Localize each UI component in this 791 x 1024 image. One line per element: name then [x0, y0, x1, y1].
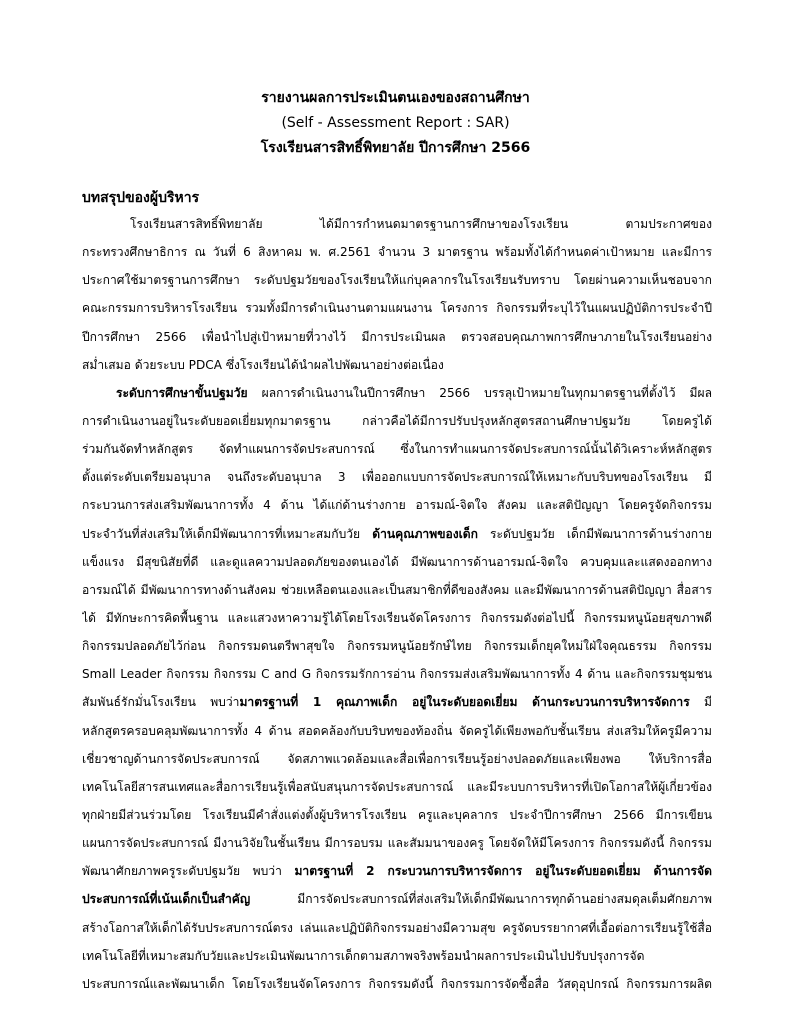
- standard-1-result: มาตรฐานที่ 1 คุณภาพเด็ก อยู่ในระดับยอดเยี่ยม ด้านกระบวนการบริหารจัดการ: [239, 695, 690, 710]
- text-segment: พัฒนาศักยภาพครูระดับปฐมวัย พบว่า: [82, 864, 282, 879]
- document-title-block: [0, 86, 791, 161]
- level-heading: ระดับการศึกษาขั้นปฐมวัย: [116, 385, 248, 400]
- text-line: การดำเนินงานอยู่ในระดับยอดเยี่ยมทุกมาตรฐาน กล่าวคือได้มีการปรับปรุงหลักสูตรสถานศึกษาปฐมวัย โดยครูได้: [82, 413, 712, 428]
- text-line: [82, 520, 712, 548]
- text-segment: ระดับปฐมวัย เด็กมีพัฒนาการด้านร่างกาย: [490, 526, 712, 541]
- text-line: กิจกรรมปลอดภัยไว้ก่อน กิจกรรมดนตรีพาสุขใจ กิจกรรมหนูน้อยรักษ์ไทย กิจกรรมเด็กยุคใหม่ใฝ่ใจคุณธรรม กิจกรรม: [82, 639, 712, 654]
- text-line: ทุกฝ่ายมีส่วนร่วมโดย โรงเรียนมีคำสั่งแต่งตั้งผู้บริหารโรงเรียน ครูและบุคลากร ประจำปีการศึกษา 2566 มีการเขียน: [82, 807, 712, 822]
- school-year-title: โรงเรียนสารสิทธิ์พิทยาลัย ปีการศึกษา 2566: [260, 140, 531, 156]
- report-title: รายงานผลการประเมินตนเองของสถานศึกษา: [261, 90, 530, 106]
- text-line: [82, 379, 712, 407]
- text-segment: มีการจัดประสบการณ์ที่ส่งเสริมให้เด็กมีพัฒนาการทุกด้านอย่างสมดุลเต็มศักยภาพ: [297, 892, 712, 907]
- text-line: สร้างโอกาสให้เด็กได้รับประสบการณ์ตรง เล่นและปฏิบัติกิจกรรมอย่างมีความสุข ครูจัดบรรยากาศที่เอื้อต่อการเรียนรู้ใช้สื่อ: [82, 920, 712, 935]
- text-line: Small Leader กิจกรรม กิจกรรม C and G กิจกรรมรักการอ่าน กิจกรรมส่งเสริมพัฒนาการทั้ง 4 ด้าน และกิจกรรมชุมชน: [82, 667, 712, 682]
- text-line: ประสบการณ์และพัฒนาเด็ก โดยโรงเรียนจัดโครงการ กิจกรรมดังนี้ กิจกรรมการจัดซื้อสื่อ วัสดุอุปกรณ์ กิจกรรมการผลิต: [82, 976, 712, 991]
- child-centered-heading: ประสบการณ์ที่เน้นเด็กเป็นสำคัญ: [82, 892, 251, 907]
- text-line: อารมณ์ได้ มีพัฒนาการทางด้านสังคม ช่วยเหลือตนเองและเป็นสมาชิกที่ดีของสังคม และมีพัฒนาการด้านสติปัญญา สื่อสาร: [82, 582, 712, 597]
- text-segment: ผลการดำเนินงานในปีการศึกษา 2566 บรรลุเป้าหมายในทุกมาตรฐานที่ตั้งไว้ มีผล: [261, 385, 712, 400]
- text-line: หลักสูตรครอบคลุมพัฒนาการทั้ง 4 ด้าน สอดคล้องกับบริบทของท้องถิ่น จัดครูได้เพียงพอกับชั้นเรียน ส่งเสริมให้ครูมีความ: [82, 723, 712, 738]
- text-line: กระบวนการส่งเสริมพัฒนาการทั้ง 4 ด้าน ได้แก่ด้านร่างกาย อารมณ์-จิตใจ สังคม และสติปัญญา โดยครูจัดกิจกรรม: [82, 498, 712, 513]
- text-line: ได้ มีทักษะการคิดพื้นฐาน และแสวงหาความรู้ได้โดยโรงเรียนจัดโครงการ กิจกรรมดังต่อไปนี้ กิจกรรมหนูน้อยสุขภาพดี: [82, 610, 712, 625]
- text-line: แข็งแรง มีสุขนิสัยที่ดี และดูแลความปลอดภัยของตนเองได้ มีพัฒนาการด้านอารมณ์-จิตใจ ควบคุมและแสดงออกทาง: [82, 554, 712, 569]
- text-line: เทคโนโลยีที่เหมาะสมกับวัยและประเมินพัฒนาการเด็กตามสภาพจริงพร้อมนำผลการประเมินไปปรับปรุงการจัด: [82, 948, 645, 963]
- text-line: [82, 885, 712, 913]
- text-line: แผนการจัดประสบการณ์ มีงานวิจัยในชั้นเรียน มีการอบรม และสัมมนาของครู โดยจัดให้มีโครงการ กิจกรรมดังนี้ กิจกรรม: [82, 836, 712, 851]
- text-line: คณะกรรมการบริหารโรงเรียน รวมทั้งมีการดำเนินงานตามแผนงาน โครงการ กิจกรรมที่ระบุไว้ในแผนปฏิบัติการประจำปี: [82, 301, 712, 316]
- text-line: ประกาศใช้มาตรฐานการศึกษา ระดับปฐมวัยของโรงเรียนให้แก่บุคลากรในโรงเรียนรับทราบ โดยผ่านความเห็นชอบจาก: [82, 273, 712, 288]
- text-line: เทคโนโลยีสารสนเทศและสื่อการเรียนรู้เพื่อสนับสนุนการจัดประสบการณ์ และมีระบบการบริหารที่เปิดโอกาสให้ผู้เกี่ยวข้อง: [82, 779, 712, 794]
- text-segment: มี: [704, 695, 712, 710]
- text-line: ร่วมกันจัดทำหลักสูตร จัดทำแผนการจัดประสบการณ์ ซึ่งในการทำแผนการจัดประสบการณ์นั้นได้วิเคราะห์หลักสูตร: [82, 442, 712, 457]
- text-line: โรงเรียนสารสิทธิ์พิทยาลัย ได้มีการกำหนดมาตรฐานการศึกษาของโรงเรียน ตามประกาศของ: [130, 217, 712, 231]
- body-text: [82, 210, 712, 998]
- text-line: ตั้งแต่ระดับเตรียมอนุบาล จนถึงระดับอนุบาล 3 เพื่อออกแบบการจัดประสบการณ์ให้เหมาะกับบริบทของโรงเรียน มี: [82, 470, 712, 485]
- text-line: ปีการศึกษา 2566 เพื่อนำไปสู่เป้าหมายที่วางไว้ มีการประเมินผล ตรวจสอบคุณภาพการศึกษาภายในโรงเรียนอย่าง: [82, 329, 712, 344]
- text-line: [82, 688, 712, 716]
- text-line: [82, 857, 712, 885]
- text-line: เชี่ยวชาญด้านการจัดประสบการณ์ จัดสภาพแวดล้อมและสื่อเพื่อการเรียนรู้อย่างปลอดภัยและเพียงพอ ให้บริการสื่อ: [82, 751, 712, 766]
- text-line: กระทรวงศึกษาธิการ ณ วันที่ 6 สิงหาคม พ. ศ.2561 จำนวน 3 มาตรฐาน พร้อมทั้งได้กำหนดค่าเป้าหมาย และมีการ: [82, 245, 712, 260]
- section-heading: บทสรุปของผู้บริหาร: [82, 190, 200, 206]
- text-segment: ประจำวันที่ส่งเสริมให้เด็กมีพัฒนาการที่เหมาะสมกับวัย: [82, 526, 361, 541]
- report-subtitle: (Self - Assessment Report : SAR): [281, 115, 510, 131]
- text-segment: สัมพันธ์รักมั่นโรงเรียน พบว่า: [82, 695, 240, 710]
- text-line: สม่ำเสมอ ด้วยระบบ PDCA ซึ่งโรงเรียนได้นำผลไปพัฒนาอย่างต่อเนื่อง: [82, 357, 444, 372]
- child-quality-heading: ด้านคุณภาพของเด็ก: [372, 526, 478, 541]
- standard-2-result: มาตรฐานที่ 2 กระบวนการบริหารจัดการ อยู่ในระดับยอดเยี่ยม ด้านการจัด: [294, 864, 712, 879]
